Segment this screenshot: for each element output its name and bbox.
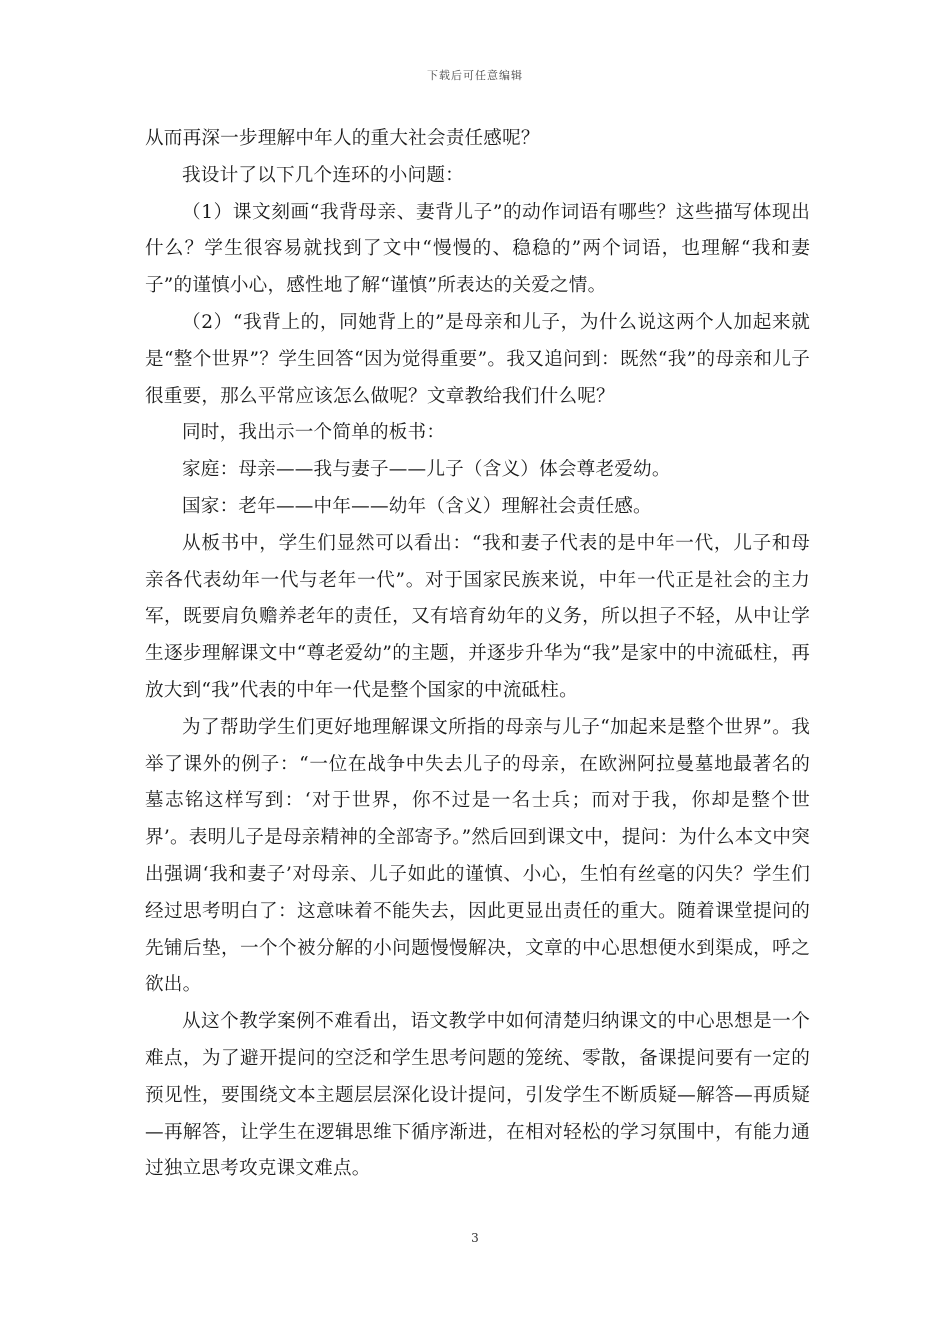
paragraph: 国家：老年——中年——幼年（含义）理解社会责任感。 <box>182 495 652 517</box>
paragraph: （1）课文刻画“我背母亲、妻背儿子”的动作词语有哪些？这些描写体现出什么？学生很容易就找到了文中“慢慢的、稳稳的”两个词语，也理解“我和妻子”的谨慎小心，感性地了解“谨慎”所表达的关爱之情。 <box>145 201 810 297</box>
paragraph: 从板书中，学生们显然可以看出：“我和妻子代表的是中年一代，儿子和母亲各代表幼年一代与老年一代”。对于国家民族来说，中年一代正是社会的主力军，既要肩负赡养老年的责任，又有培育幼年的义务，所以担子不轻，从中让学生逐步理解课文中“尊老爱幼”的主题，并逐步升华为“我”是家中的中流砥柱，再放大到“我”代表的中年一代是整个国家的中流砥柱。 <box>145 532 810 701</box>
paragraph: 从这个教学案例不难看出，语文教学中如何清楚归纳课文的中心思想是一个难点，为了避开提问的空泛和学生思考问题的笼统、零散，备课提问要有一定的预见性，要围绕文本主题层层深化设计提问，引发学生不断质疑—解答—再质疑—再解答，让学生在逻辑思维下循序渐进，在相对轻松的学习氛围中，有能力通过独立思考攻克课文难点。 <box>145 1011 810 1180</box>
paragraph: 家庭：母亲——我与妻子——儿子（含义）体会尊老爱幼。 <box>182 459 671 481</box>
paragraph: 从而再深一步理解中年人的重大社会责任感呢？ <box>145 128 540 149</box>
paragraph: 我设计了以下几个连环的小问题： <box>182 164 464 186</box>
paragraph: 为了帮助学生们更好地理解课文所指的母亲与儿子“加起来是整个世界”。我举了课外的例子：“一位在战争中失去儿子的母亲，在欧洲阿拉曼墓地最著名的墓志铭这样写到：‘对于世界，你不过是一名士兵；而对于我，你却是整个世界’。表明儿子是母亲精神的全部寄予。”然后回到课文中，提问：为什么本文中突出强调‘我和妻子’对母亲、儿子如此的谨慎、小心，生怕有丝毫的闪失？学生们经过思考明白了：这意味着不能失去，因此更显出责任的重大。随着课堂提问的先铺后垫，一个个被分解的小问题慢慢解决，文章的中心思想便水到渠成，呼之欲出。 <box>145 716 810 996</box>
page-header: 下载后可任意编辑 <box>427 69 523 82</box>
paragraph: 同时，我出示一个简单的板书： <box>182 422 446 444</box>
body-text <box>145 121 810 1188</box>
page-number: 3 <box>471 1231 479 1245</box>
paragraph: （2）“我背上的，同她背上的”是母亲和儿子，为什么说这两个人加起来就是“整个世界”？学生回答“因为觉得重要”。我又追问到：既然“我”的母亲和儿子很重要，那么平常应该怎么做呢？文章教给我们什么呢？ <box>145 311 810 407</box>
